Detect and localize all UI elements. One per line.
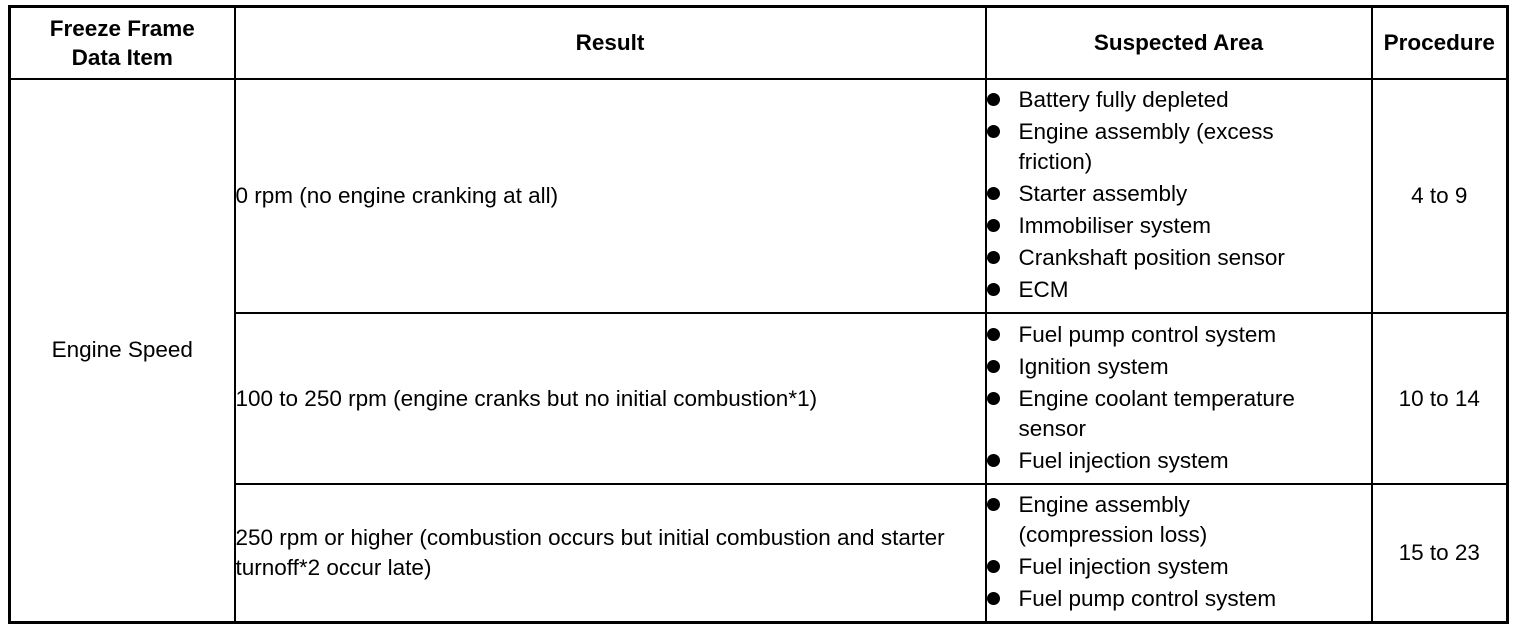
result-cell: 0 rpm (no engine cranking at all) bbox=[235, 79, 986, 314]
bullet-icon bbox=[987, 251, 1000, 264]
area-label: Starter assembly bbox=[1018, 181, 1188, 207]
list-item bbox=[987, 179, 1371, 209]
list-item bbox=[987, 584, 1371, 614]
list-item bbox=[987, 320, 1371, 350]
bullet-icon bbox=[987, 125, 1000, 138]
header-result: Result bbox=[235, 7, 986, 79]
list-item bbox=[987, 243, 1371, 273]
bullet-icon bbox=[987, 328, 1000, 341]
area-label: Fuel pump control system bbox=[1018, 322, 1277, 348]
area-label: Immobiliser system bbox=[1018, 213, 1212, 239]
bullet-icon bbox=[987, 219, 1000, 232]
bullet-icon bbox=[987, 592, 1000, 605]
suspected-area-list bbox=[987, 320, 1371, 476]
list-item bbox=[987, 211, 1371, 241]
list-item bbox=[987, 275, 1371, 305]
bullet-icon bbox=[987, 187, 1000, 200]
suspected-area-list bbox=[987, 490, 1371, 614]
table-row bbox=[10, 313, 1508, 484]
procedure-cell: 10 to 14 bbox=[1372, 313, 1508, 484]
area-label: Battery fully depleted bbox=[1018, 87, 1229, 113]
result-cell: 250 rpm or higher (combustion occurs but initial combustion and starter turnoff*2 occur late) bbox=[235, 484, 986, 623]
bullet-icon bbox=[987, 93, 1000, 106]
header-procedure: Procedure bbox=[1372, 7, 1508, 79]
list-item bbox=[987, 352, 1371, 382]
area-label: Engine coolant temperature sensor bbox=[1018, 386, 1295, 442]
area-label: Fuel injection system bbox=[1018, 554, 1229, 580]
header-row bbox=[10, 7, 1508, 79]
diagnosis-table bbox=[8, 5, 1509, 624]
list-item bbox=[987, 446, 1371, 476]
bullet-icon bbox=[987, 283, 1000, 296]
area-label: Engine assembly (compression loss) bbox=[1018, 492, 1208, 548]
bullet-icon bbox=[987, 498, 1000, 511]
bullet-icon bbox=[987, 392, 1000, 405]
area-label: Engine assembly (excess friction) bbox=[1018, 119, 1274, 175]
result-cell: 100 to 250 rpm (engine cranks but no initial combustion*1) bbox=[235, 313, 986, 484]
list-item bbox=[987, 552, 1371, 582]
suspected-area-cell bbox=[986, 79, 1372, 314]
suspected-area-cell bbox=[986, 313, 1372, 484]
freeze-frame-item-cell: Engine Speed bbox=[10, 79, 235, 623]
area-label: ECM bbox=[1018, 277, 1069, 303]
table-row bbox=[10, 79, 1508, 314]
procedure-cell: 15 to 23 bbox=[1372, 484, 1508, 623]
list-item bbox=[987, 384, 1371, 444]
procedure-cell: 4 to 9 bbox=[1372, 79, 1508, 314]
header-suspected-area: Suspected Area bbox=[986, 7, 1372, 79]
area-label: Fuel injection system bbox=[1018, 448, 1229, 474]
bullet-icon bbox=[987, 360, 1000, 373]
list-item bbox=[987, 117, 1371, 177]
suspected-area-list bbox=[987, 85, 1371, 305]
bullet-icon bbox=[987, 560, 1000, 573]
area-label: Fuel pump control system bbox=[1018, 586, 1277, 612]
bullet-icon bbox=[987, 454, 1000, 467]
header-freeze-frame-item: Freeze Frame Data Item bbox=[10, 7, 235, 79]
table-row bbox=[10, 484, 1508, 623]
area-label: Crankshaft position sensor bbox=[1018, 245, 1285, 271]
area-label: Ignition system bbox=[1018, 354, 1169, 380]
list-item bbox=[987, 490, 1371, 550]
list-item bbox=[987, 85, 1371, 115]
suspected-area-cell bbox=[986, 484, 1372, 623]
